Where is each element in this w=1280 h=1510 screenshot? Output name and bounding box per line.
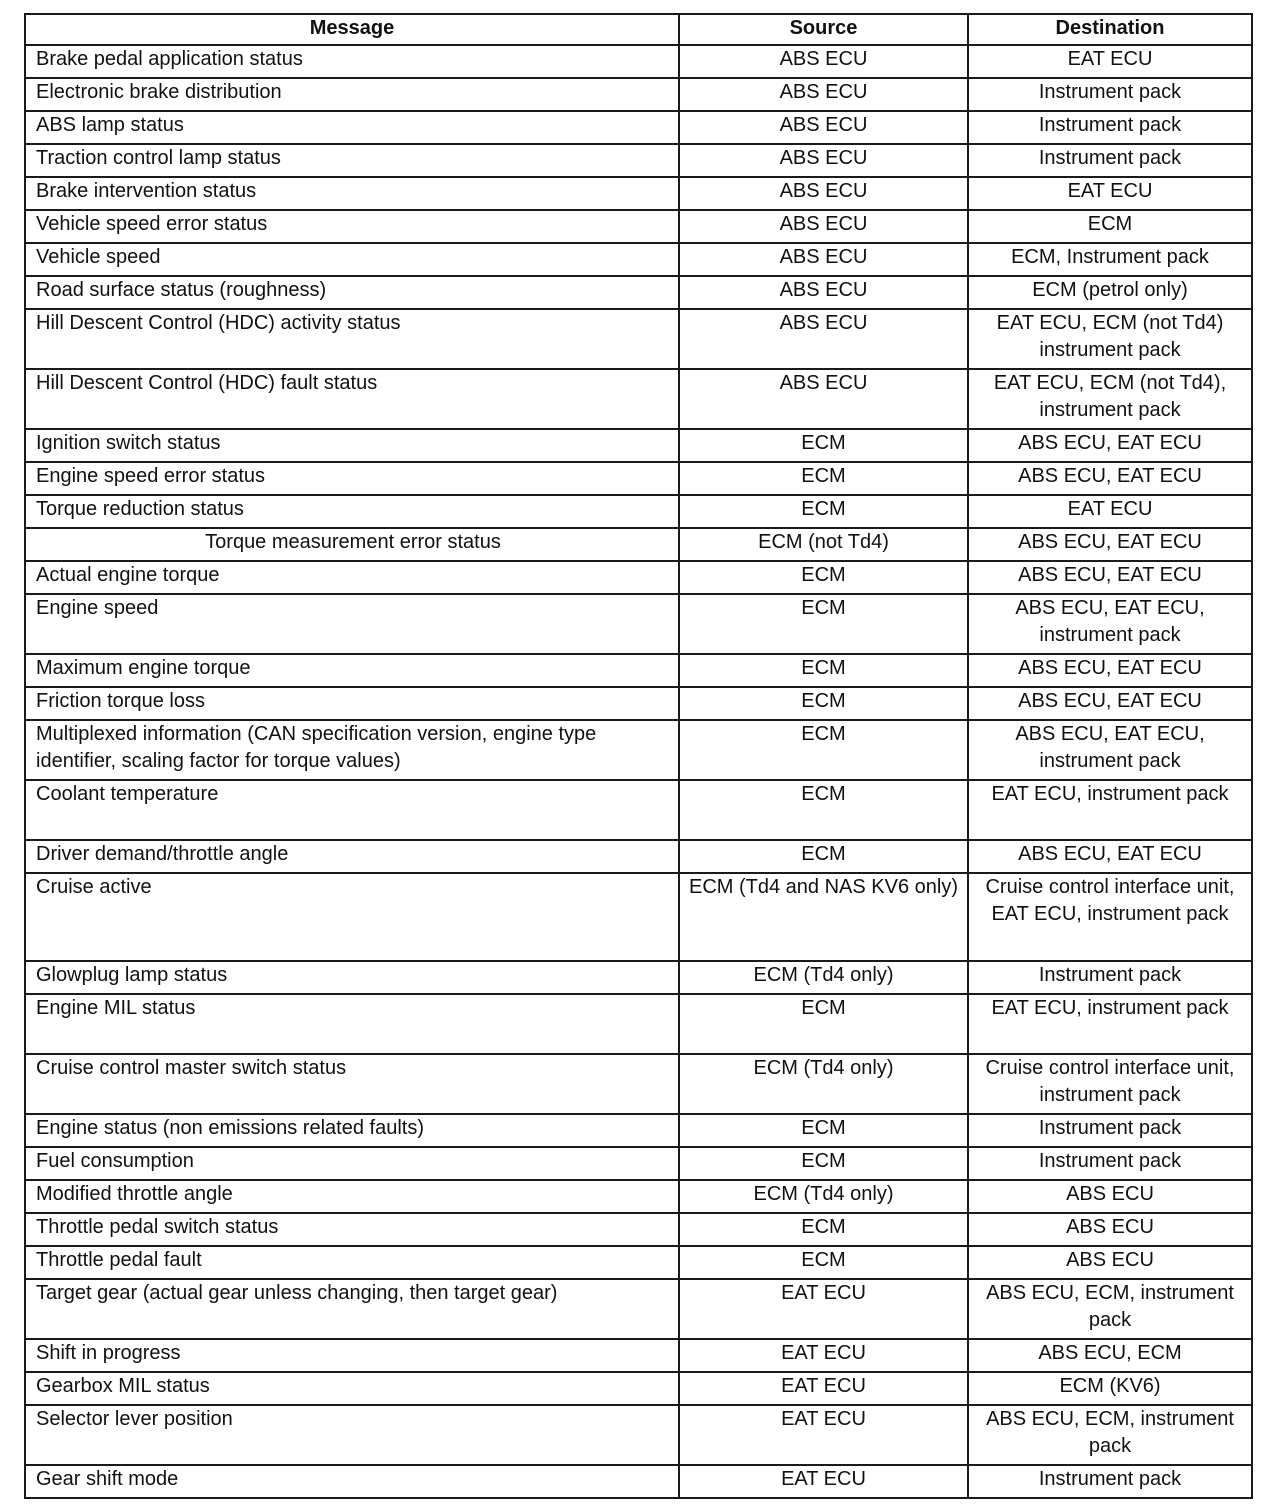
header-row (25, 14, 1252, 45)
table-row (25, 994, 1252, 1054)
destination-cell: ABS ECU (968, 1180, 1252, 1213)
message-cell: Engine speed error status (25, 462, 679, 495)
table-row (25, 462, 1252, 495)
table-row (25, 1339, 1252, 1372)
header-destination: Destination (968, 14, 1252, 45)
table-header (25, 14, 1252, 45)
source-cell: ECM (679, 1213, 968, 1246)
message-cell: Engine status (non emissions related faults) (25, 1114, 679, 1147)
source-cell: ABS ECU (679, 210, 968, 243)
message-cell: Shift in progress (25, 1339, 679, 1372)
message-cell: Gearbox MIL status (25, 1372, 679, 1405)
source-cell: EAT ECU (679, 1405, 968, 1465)
destination-cell: ABS ECU, EAT ECU (968, 561, 1252, 594)
source-cell: EAT ECU (679, 1465, 968, 1498)
destination-cell: Instrument pack (968, 111, 1252, 144)
message-cell: Glowplug lamp status (25, 961, 679, 994)
message-cell: Selector lever position (25, 1405, 679, 1465)
message-cell: Brake intervention status (25, 177, 679, 210)
destination-cell: ECM (KV6) (968, 1372, 1252, 1405)
table-row (25, 720, 1252, 780)
message-cell: Torque measurement error status (25, 528, 679, 561)
source-cell: ECM (679, 1114, 968, 1147)
message-cell: Vehicle speed error status (25, 210, 679, 243)
table-row (25, 961, 1252, 994)
source-cell: ECM (679, 654, 968, 687)
source-cell: ECM (679, 720, 968, 780)
message-cell: Gear shift mode (25, 1465, 679, 1498)
destination-cell: EAT ECU (968, 45, 1252, 78)
source-cell: EAT ECU (679, 1279, 968, 1339)
table-row (25, 873, 1252, 961)
table-row (25, 177, 1252, 210)
message-cell: Cruise control master switch status (25, 1054, 679, 1114)
table-row (25, 144, 1252, 177)
message-cell: Road surface status (roughness) (25, 276, 679, 309)
header-source: Source (679, 14, 968, 45)
table-row (25, 1213, 1252, 1246)
message-cell: Fuel consumption (25, 1147, 679, 1180)
source-cell: ABS ECU (679, 78, 968, 111)
message-cell: Multiplexed information (CAN specification version, engine type identifier, scaling factor for torque values) (25, 720, 679, 780)
destination-cell: ABS ECU, EAT ECU (968, 687, 1252, 720)
table-row (25, 840, 1252, 873)
table-row (25, 528, 1252, 561)
message-cell: Engine MIL status (25, 994, 679, 1054)
destination-cell: EAT ECU, ECM (not Td4) instrument pack (968, 309, 1252, 369)
table-row (25, 210, 1252, 243)
destination-cell: ABS ECU (968, 1213, 1252, 1246)
source-cell: ECM (679, 429, 968, 462)
source-cell: ECM (Td4 only) (679, 1180, 968, 1213)
table-row (25, 429, 1252, 462)
source-cell: ECM (679, 462, 968, 495)
destination-cell: ABS ECU, EAT ECU, instrument pack (968, 720, 1252, 780)
table-row (25, 111, 1252, 144)
table-row (25, 276, 1252, 309)
destination-cell: EAT ECU (968, 177, 1252, 210)
source-cell: ECM (Td4 only) (679, 1054, 968, 1114)
message-cell: ABS lamp status (25, 111, 679, 144)
source-cell: ABS ECU (679, 111, 968, 144)
message-cell: Friction torque loss (25, 687, 679, 720)
destination-cell: Instrument pack (968, 961, 1252, 994)
source-cell: ECM (679, 780, 968, 840)
source-cell: ABS ECU (679, 309, 968, 369)
table-body (25, 45, 1252, 1498)
source-cell: ABS ECU (679, 177, 968, 210)
source-cell: ECM (679, 1246, 968, 1279)
source-cell: ECM (679, 840, 968, 873)
message-cell: Hill Descent Control (HDC) fault status (25, 369, 679, 429)
source-cell: ECM (679, 495, 968, 528)
table-row (25, 309, 1252, 369)
table-row (25, 1465, 1252, 1498)
destination-cell: Instrument pack (968, 1465, 1252, 1498)
message-cell: Traction control lamp status (25, 144, 679, 177)
table-row (25, 687, 1252, 720)
destination-cell: EAT ECU, ECM (not Td4), instrument pack (968, 369, 1252, 429)
source-cell: ABS ECU (679, 144, 968, 177)
table-row (25, 243, 1252, 276)
source-cell: ABS ECU (679, 276, 968, 309)
table-row (25, 1279, 1252, 1339)
source-cell: ECM (not Td4) (679, 528, 968, 561)
destination-cell: ABS ECU, EAT ECU (968, 528, 1252, 561)
source-cell: ECM (679, 1147, 968, 1180)
destination-cell: EAT ECU, instrument pack (968, 780, 1252, 840)
table-row (25, 780, 1252, 840)
table-row (25, 78, 1252, 111)
message-cell: Throttle pedal switch status (25, 1213, 679, 1246)
destination-cell: ABS ECU, EAT ECU (968, 429, 1252, 462)
source-cell: ABS ECU (679, 243, 968, 276)
source-cell: ECM (Td4 and NAS KV6 only) (679, 873, 968, 961)
destination-cell: ECM (968, 210, 1252, 243)
destination-cell: ABS ECU (968, 1246, 1252, 1279)
destination-cell: ABS ECU, ECM, instrument pack (968, 1279, 1252, 1339)
source-cell: EAT ECU (679, 1339, 968, 1372)
message-cell: Electronic brake distribution (25, 78, 679, 111)
table-row (25, 369, 1252, 429)
table-row (25, 1147, 1252, 1180)
message-cell: Torque reduction status (25, 495, 679, 528)
source-cell: ECM (679, 594, 968, 654)
message-cell: Target gear (actual gear unless changing, then target gear) (25, 1279, 679, 1339)
destination-cell: Instrument pack (968, 78, 1252, 111)
message-cell: Brake pedal application status (25, 45, 679, 78)
destination-cell: ECM, Instrument pack (968, 243, 1252, 276)
destination-cell: EAT ECU (968, 495, 1252, 528)
source-cell: EAT ECU (679, 1372, 968, 1405)
destination-cell: Cruise control interface unit, EAT ECU, instrument pack (968, 873, 1252, 961)
message-cell: Actual engine torque (25, 561, 679, 594)
message-cell: Coolant temperature (25, 780, 679, 840)
destination-cell: Instrument pack (968, 1147, 1252, 1180)
message-cell: Engine speed (25, 594, 679, 654)
destination-cell: ABS ECU, ECM (968, 1339, 1252, 1372)
message-cell: Maximum engine torque (25, 654, 679, 687)
destination-cell: Cruise control interface unit, instrument pack (968, 1054, 1252, 1114)
message-cell: Cruise active (25, 873, 679, 961)
table-row (25, 1114, 1252, 1147)
message-cell: Driver demand/throttle angle (25, 840, 679, 873)
table-row (25, 561, 1252, 594)
source-cell: ECM (679, 687, 968, 720)
header-message: Message (25, 14, 679, 45)
message-cell: Ignition switch status (25, 429, 679, 462)
destination-cell: ABS ECU, EAT ECU (968, 462, 1252, 495)
source-cell: ABS ECU (679, 45, 968, 78)
table-row (25, 654, 1252, 687)
table-row (25, 1372, 1252, 1405)
message-cell: Hill Descent Control (HDC) activity status (25, 309, 679, 369)
table-row (25, 1246, 1252, 1279)
destination-cell: Instrument pack (968, 144, 1252, 177)
message-cell: Modified throttle angle (25, 1180, 679, 1213)
destination-cell: ABS ECU, ECM, instrument pack (968, 1405, 1252, 1465)
destination-cell: ECM (petrol only) (968, 276, 1252, 309)
destination-cell: Instrument pack (968, 1114, 1252, 1147)
message-cell: Throttle pedal fault (25, 1246, 679, 1279)
source-cell: ABS ECU (679, 369, 968, 429)
table-row (25, 1180, 1252, 1213)
can-message-table (24, 13, 1253, 1499)
table-row (25, 495, 1252, 528)
source-cell: ECM (679, 994, 968, 1054)
destination-cell: EAT ECU, instrument pack (968, 994, 1252, 1054)
table-row (25, 594, 1252, 654)
source-cell: ECM (679, 561, 968, 594)
destination-cell: ABS ECU, EAT ECU (968, 840, 1252, 873)
message-cell: Vehicle speed (25, 243, 679, 276)
table-row (25, 1405, 1252, 1465)
destination-cell: ABS ECU, EAT ECU (968, 654, 1252, 687)
destination-cell: ABS ECU, EAT ECU, instrument pack (968, 594, 1252, 654)
source-cell: ECM (Td4 only) (679, 961, 968, 994)
table-row (25, 45, 1252, 78)
table-row (25, 1054, 1252, 1114)
